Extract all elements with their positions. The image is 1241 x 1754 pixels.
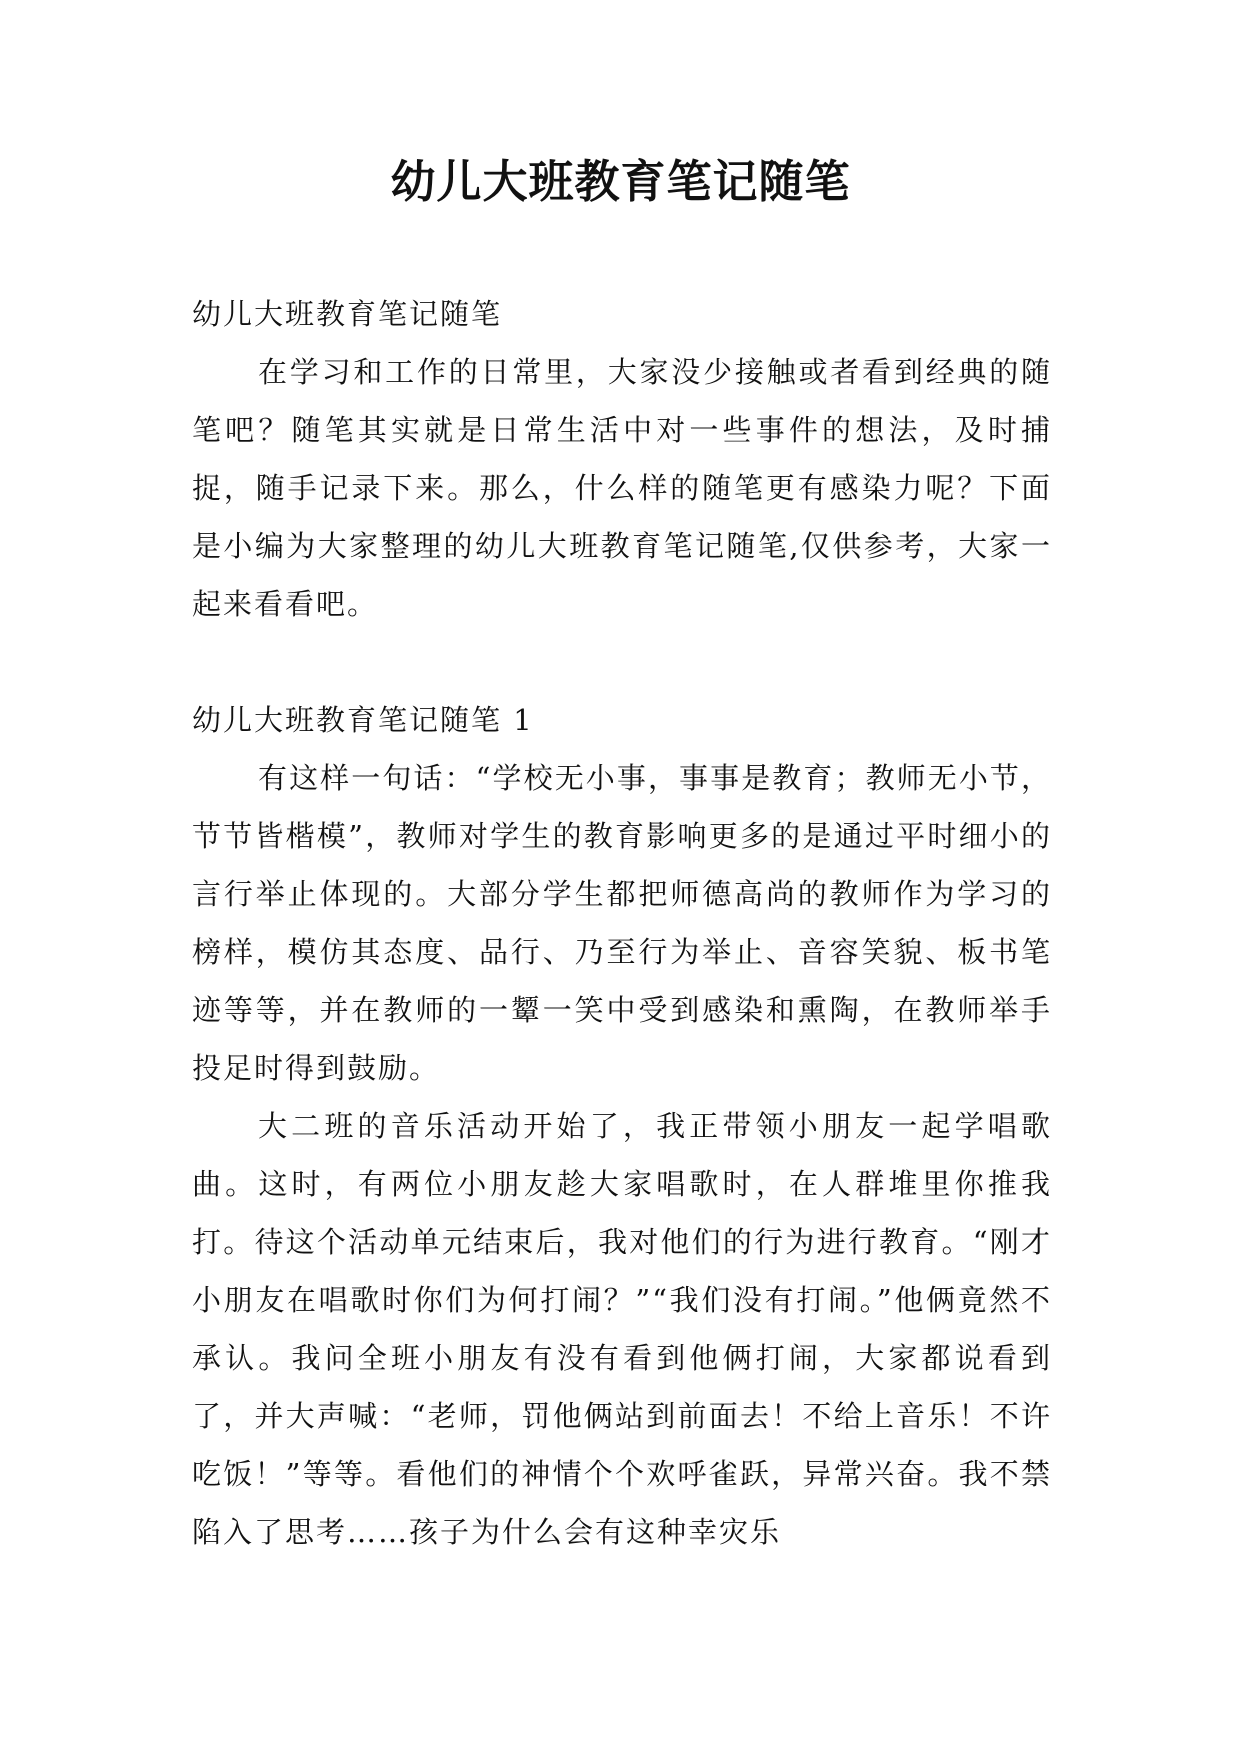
document-body — [192, 285, 1052, 1561]
document-title: 幼儿大班教育笔记随笔 — [390, 155, 851, 208]
section-heading: 幼儿大班教育笔记随笔 1 — [192, 703, 534, 737]
section-spacer — [192, 633, 1052, 691]
body-paragraph-1: 有这样一句话：“学校无小事，事事是教育；教师无小节，节节皆楷模”，教师对学生的教育影响更多的是通过平时细小的言行举止体现的。大部分学生都把师德高尚的教师作为学习的榜样，模仿其态度、品行、乃至行为举止、音容笑貌、板书笔迹等等，并在教师的一颦一笑中受到感染和熏陶，在教师举手投足时得到鼓励。 — [192, 761, 1052, 1085]
subtitle-heading: 幼儿大班教育笔记随笔 — [192, 297, 503, 331]
intro-paragraph: 在学习和工作的日常里，大家没少接触或者看到经典的随笔吧？随笔其实就是日常生活中对一些事件的想法，及时捕捉，随手记录下来。那么，什么样的随笔更有感染力呢？下面是小编为大家整理的幼儿大班教育笔记随笔,仅供参考，大家一起来看看吧。 — [192, 355, 1052, 621]
body-paragraph-2: 大二班的音乐活动开始了，我正带领小朋友一起学唱歌曲。这时，有两位小朋友趁大家唱歌时，在人群堆里你推我打。待这个活动单元结束后，我对他们的行为进行教育。“刚才小朋友在唱歌时你们为何打闹？”“我们没有打闹。”他俩竟然不承认。我问全班小朋友有没有看到他俩打闹，大家都说看到了，并大声喊：“老师，罚他俩站到前面去！不给上音乐！不许吃饭！”等等。看他们的神情个个欢呼雀跃，异常兴奋。我不禁陷入了思考……孩子为什么会有这种幸灾乐 — [192, 1109, 1052, 1549]
